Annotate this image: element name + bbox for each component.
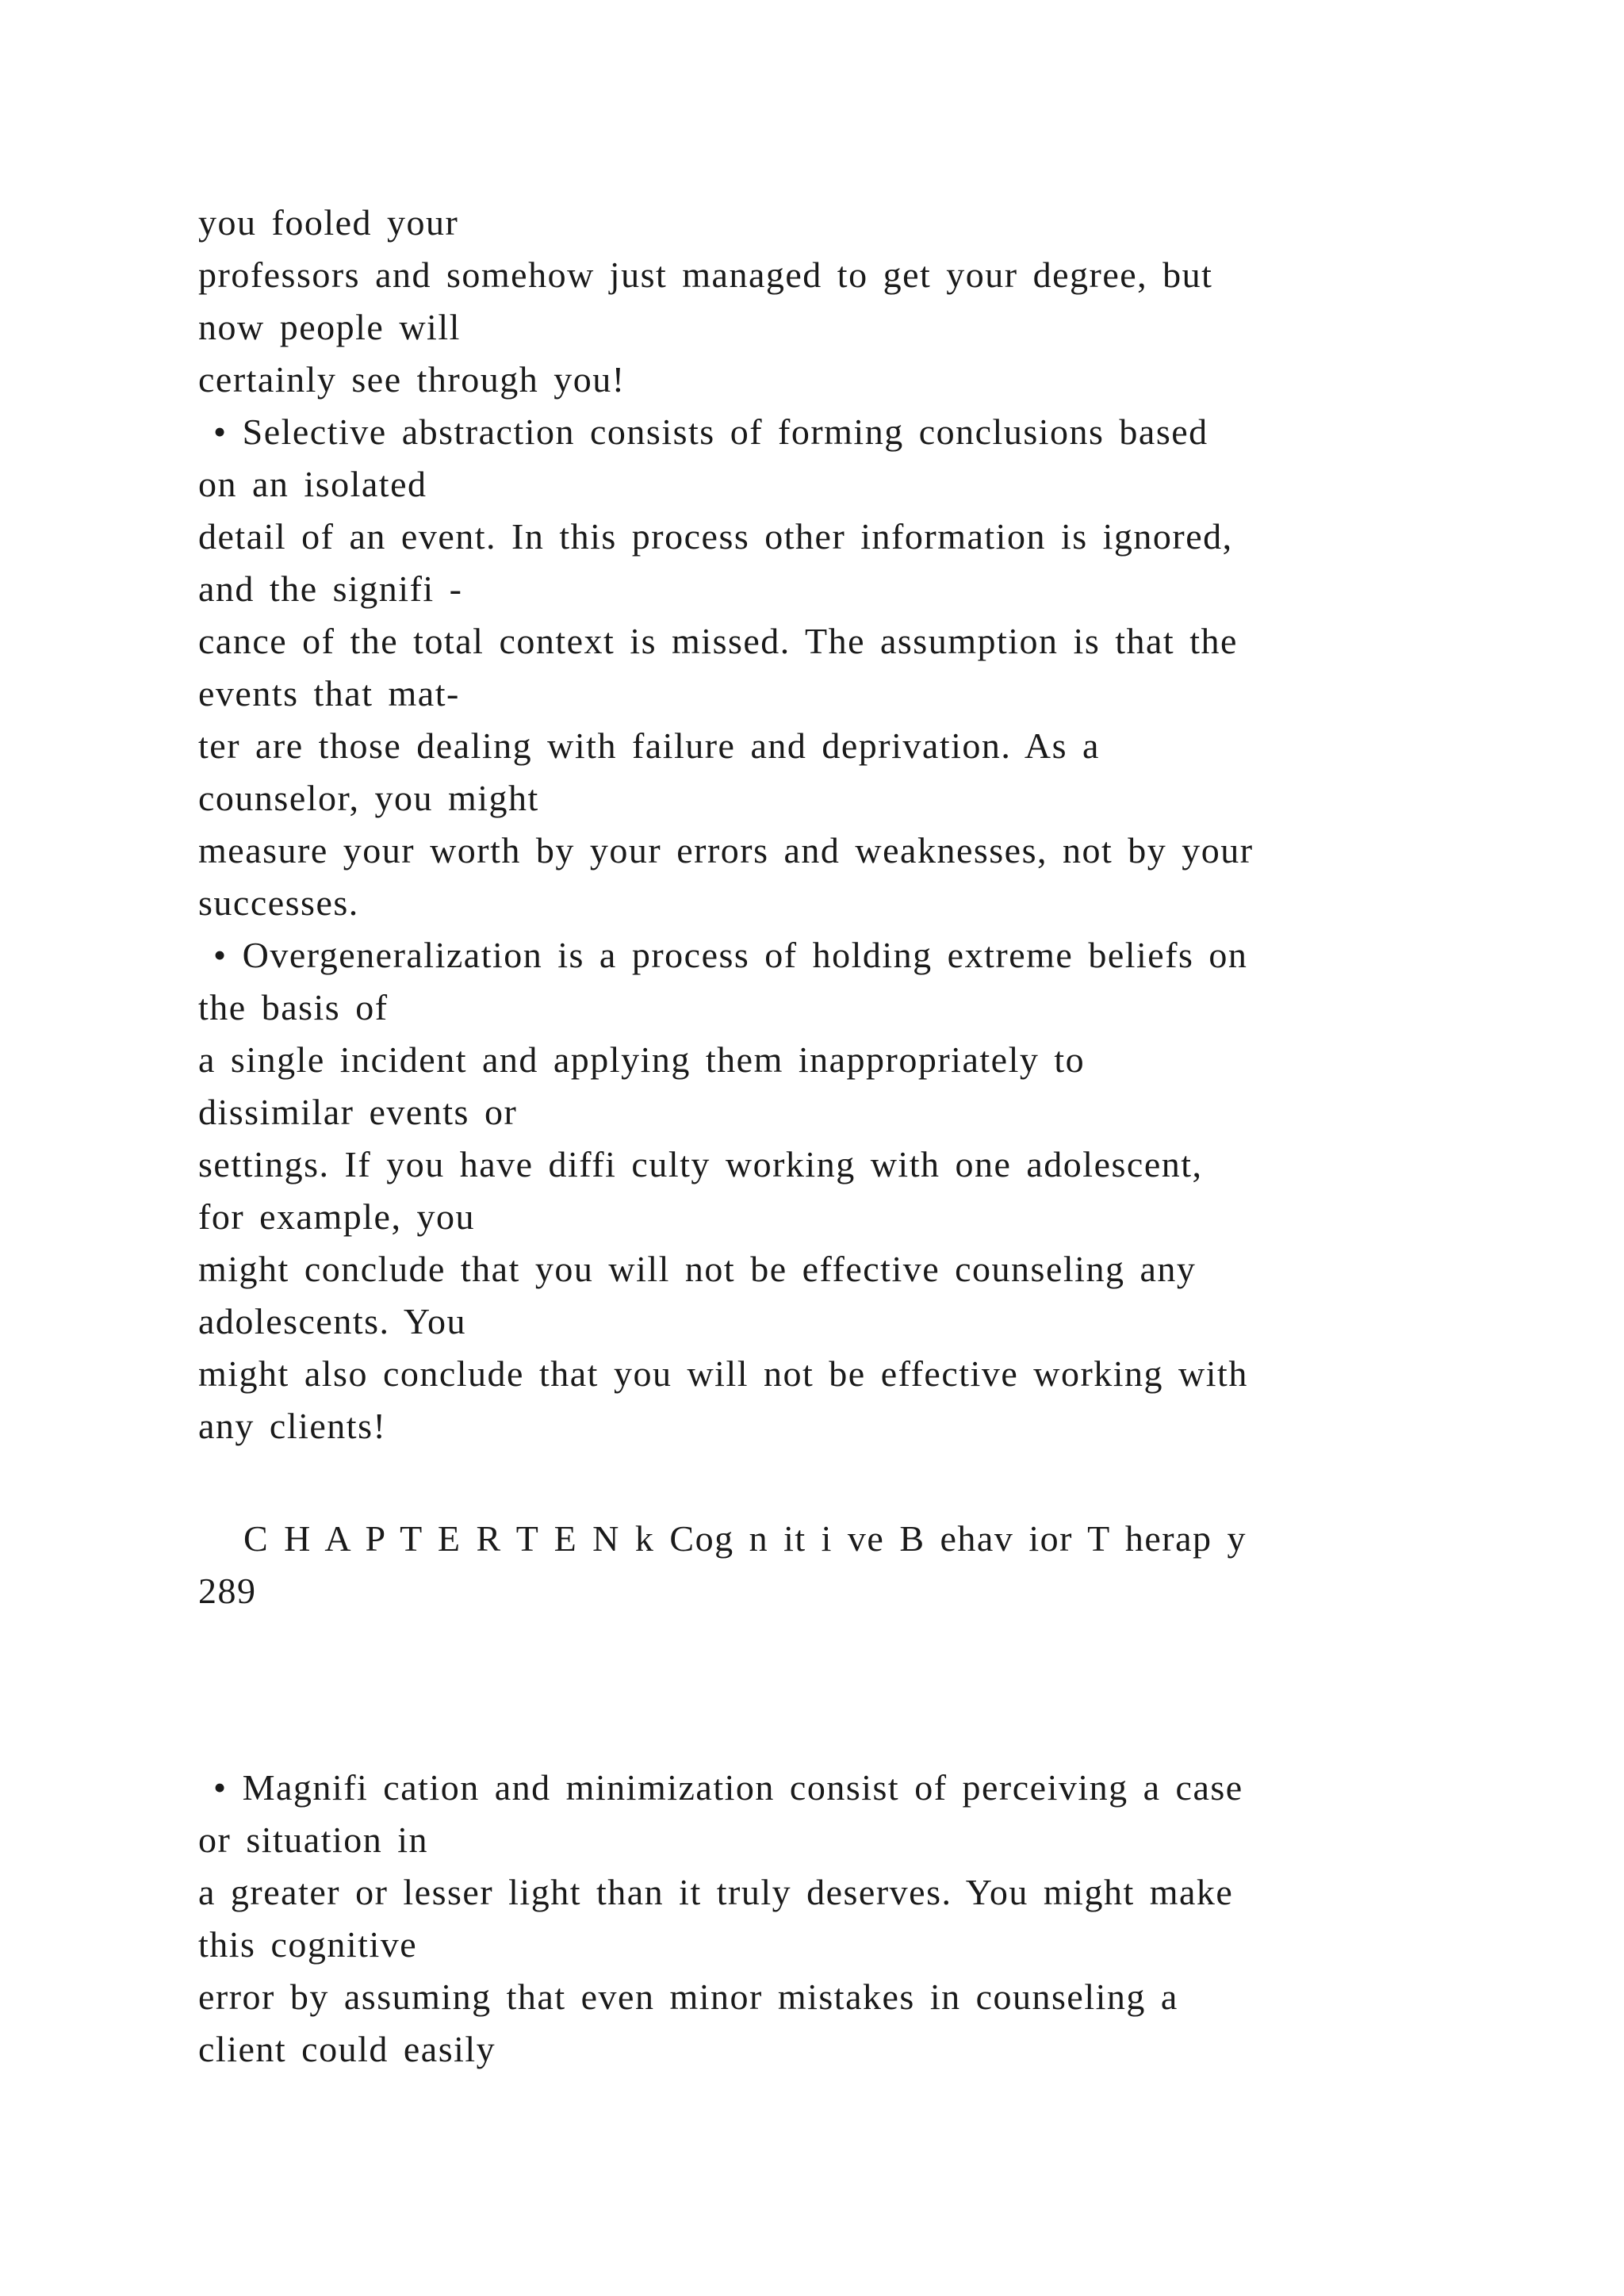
text-line: error by assuming that even minor mistakes in counseling a (198, 1976, 1178, 2017)
bullet-line: • Overgeneralization is a process of holding extreme beliefs on (198, 935, 1248, 975)
text-line: any clients! (198, 1406, 387, 1446)
text-line: events that mat- (198, 673, 460, 714)
text-line: on an isolated (198, 464, 427, 504)
text-line: cance of the total context is missed. The assumption is that the (198, 621, 1238, 661)
bullet-line: • Magnifi cation and minimization consist of perceiving a case (198, 1767, 1243, 1808)
text-line: or situation in (198, 1820, 429, 1860)
text-line: ter are those dealing with failure and deprivation. As a (198, 725, 1100, 766)
text-line: counselor, you might (198, 778, 539, 818)
text-line: successes. (198, 882, 359, 923)
text-line: measure your worth by your errors and weaknesses, not by your (198, 830, 1254, 871)
text-line: a greater or lesser light than it truly deserves. You might make (198, 1872, 1234, 1912)
text-line: certainly see through you! (198, 359, 626, 400)
body-text-top (198, 197, 1483, 1452)
text-line: detail of an event. In this process other information is ignored, (198, 516, 1233, 557)
text-line: might conclude that you will not be effective counseling any (198, 1249, 1197, 1289)
running-header (198, 1513, 1483, 1617)
text-line: a single incident and applying them inappropriately to (198, 1039, 1086, 1080)
text-line: adolescents. You (198, 1301, 466, 1341)
bullet-line: • Selective abstraction consists of forming conclusions based (198, 411, 1208, 452)
text-line: settings. If you have diffi culty working with one adolescent, (198, 1144, 1203, 1184)
text-line: for example, you (198, 1196, 475, 1237)
text-line: client could easily (198, 2029, 496, 2069)
text-line: might also conclude that you will not be effective working with (198, 1353, 1248, 1394)
text-line: this cognitive (198, 1924, 418, 1965)
body-text-bottom (198, 1762, 1483, 2076)
text-line: and the signifi - (198, 568, 463, 609)
text-line: now people will (198, 307, 461, 347)
text-line: the basis of (198, 987, 389, 1027)
text-line: you fooled your (198, 202, 459, 243)
text-line: dissimilar events or (198, 1092, 518, 1132)
page-number: 289 (198, 1571, 257, 1611)
chapter-header: C H A P T E R T E N k Cog n it i ve B ehav ior T herap y (198, 1518, 1247, 1559)
text-line: professors and somehow just managed to get your degree, but (198, 254, 1213, 295)
